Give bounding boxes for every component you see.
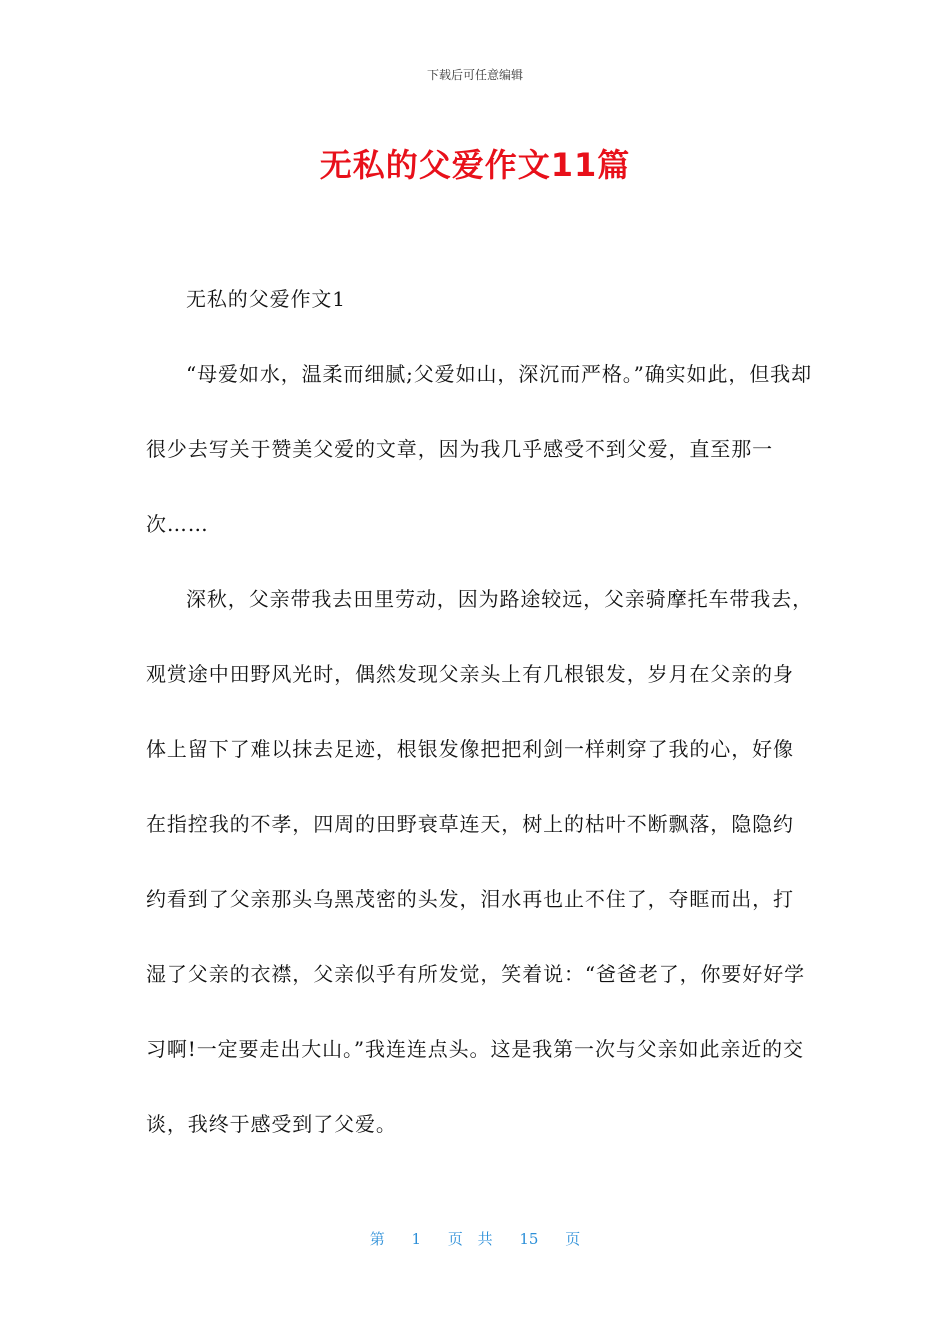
paragraph-1: “母爱如水，温柔而细腻;父爱如山，深沉而严格。”确实如此，但我却很少去写关于赞美父爱的文章，因为我几乎感受不到父爱，直至那一次……: [146, 362, 812, 536]
page-footer: [0, 1228, 950, 1249]
footer-total-pages: 15: [519, 1230, 539, 1248]
document-title: 无私的父爱作文11篇: [319, 146, 631, 184]
footer-page-number: 1: [411, 1230, 422, 1248]
header-note: 下载后可任意编辑: [426, 68, 523, 82]
footer-page-prefix: 第: [369, 1230, 385, 1248]
footer-page-suffix: 页: [565, 1230, 581, 1248]
document-body: [146, 262, 814, 1162]
section-heading: 无私的父爱作文1: [186, 287, 346, 311]
footer-page-middle: 页 共: [447, 1230, 493, 1248]
paragraph-2: 深秋，父亲带我去田里劳动，因为路途较远，父亲骑摩托车带我去，观赏途中田野风光时，偶然发现父亲头上有几根银发，岁月在父亲的身体上留下了难以抹去足迹，根银发像把把利剑一样刺穿了我的心，好像在指控我的不孝，四周的田野衰草连天，树上的枯叶不断飘落，隐隐约约看到了父亲那头乌黑茂密的头发，泪水再也止不住了，夺眶而出，打湿了父亲的衣襟，父亲似乎有所发觉，笑着说：“爸爸老了，你要好好学习啊!一定要走出大山。”我连连点头。这是我第一次与父亲如此亲近的交谈，我终于感受到了父爱。: [146, 587, 813, 1136]
